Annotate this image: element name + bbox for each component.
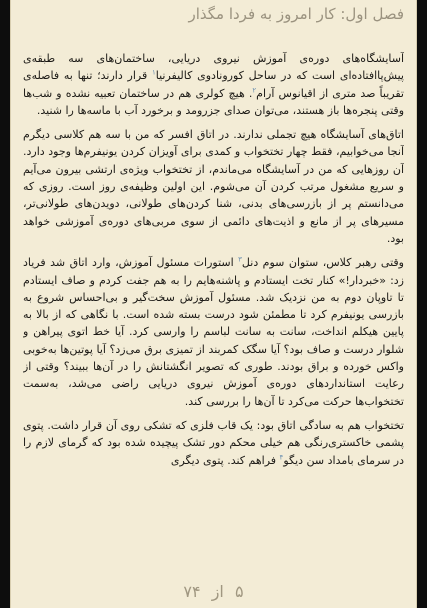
- footnote-mark-3[interactable]: ٣: [238, 255, 242, 264]
- page-text[interactable]: [23, 50, 404, 568]
- footnote-mark-4[interactable]: ۴: [279, 452, 284, 461]
- paragraph-1-text-b: قرار دارند؛ تنها به فاصله‌ی تقریباً صد متری از اقیانوس آرام: [23, 69, 404, 100]
- paragraph-3: [23, 254, 404, 410]
- total-page-count: ۷۴: [183, 582, 201, 601]
- paragraph-4-text-a: تختخواب هم به سادگی اتاق بود: یک قاب فلزی که تشکی روی آن قرار داشت. پتوی پشمی خاکستری‌رنگی هم خیلی محکم دور تشک پیچیده شده بود که گرمای لازم را در سرمای بامداد سن دیگو: [23, 418, 404, 467]
- paragraph-1-text-c: . هیچ کولری هم در ساختمان تعبیه نشده و شب‌ها وقتی پنجره‌ها باز هستند، می‌توان صدای جزرومد و برخورد آب با ماسه‌ها را شنید.: [23, 86, 404, 117]
- footnote-mark-2[interactable]: ٢: [252, 85, 257, 94]
- paragraph-4: [23, 417, 404, 469]
- page-indicator: [11, 580, 416, 604]
- paragraph-3-text-a: وقتی رهبر کلاس، ستوان سوم دنل: [241, 256, 404, 270]
- book-page[interactable]: [10, 0, 417, 608]
- chapter-title: فصل اول: کار امروز به فردا مگذار: [188, 5, 404, 23]
- paragraph-2: اتاق‌های آسایشگاه هیچ تجملی ندارند. در اتاق افسر که من با سه هم کلاسی دیگرم آنجا می‌خوابیم، فقط چهار تختخواب و کمدی برای آویزان کردن یونیفرم‌ها وجود دارد. آن روزهایی که من در آسایشگاه می‌ماندم، از تختخواب ویژه‌ی ارتشی بیرون می‌آیم و سریع مشغول مرتب کردن آن می‌شوم. این اولین وظیفه‌ی روز است. روزی که می‌دانستم پر از بازرسی‌های بدنی، شنا کردن‌های طولانی، دویدن‌های طولانی‌تر، مسیرهای پر از مانع و اذیت‌های دائمی از سوی مربی‌های دوره‌ی آموزشی خواهد بود.: [23, 128, 404, 245]
- paragraph-4-text-b: فراهم کند. پتوی دیگری: [170, 453, 280, 467]
- page-separator: از: [211, 582, 224, 601]
- current-page-number: ۵: [234, 582, 244, 601]
- paragraph-1-text-a: آسایشگاه‌های دوره‌ی آموزش نیروی دریایی، ساختمان‌های سه طبقه‌ی پیش‌پاافتاده‌ای است که در ساحل کورونادوی کالیفرنیا: [23, 52, 404, 83]
- paragraph-3-text-b: استورات مسئول آموزش، وارد اتاق شد فریاد زد: «خبردار!» کنار تخت ایستادم و پاشنه‌هایم را به هم جفت کردم و صاف ایستادم تا تاوپان دوم به من نزدیک شد. مسئول آموزش سخت‌گیر و بی‌احساس شروع به بازرسی یونیفرم کرد تا مطمئن شود درست بسته شده است. با نگاهی که از بالا به پایین هیکلم انداخت، سانت به سانت لباسم را وارسی کرد. آیا خط اتوی پیراهن و شلوار درست و صاف بود؟ آیا سگک کمربند از تمیزی برق می‌زد؟ آیا پوتین‌ها به‌خوبی واکس خورده و براق بودند. طوری که تصویر انگشتانش را در آن‌ها ببیند؟ وقتی از رعایت استانداردهای دوره‌ی آموزش نیروی دریایی راضی می‌شد، به‌سمت تختخواب‌ها حرکت می‌کرد تا آن‌ها را بررسی کند.: [23, 256, 404, 408]
- paragraph-1: [23, 50, 404, 119]
- footnote-mark-1[interactable]: ١: [151, 68, 156, 77]
